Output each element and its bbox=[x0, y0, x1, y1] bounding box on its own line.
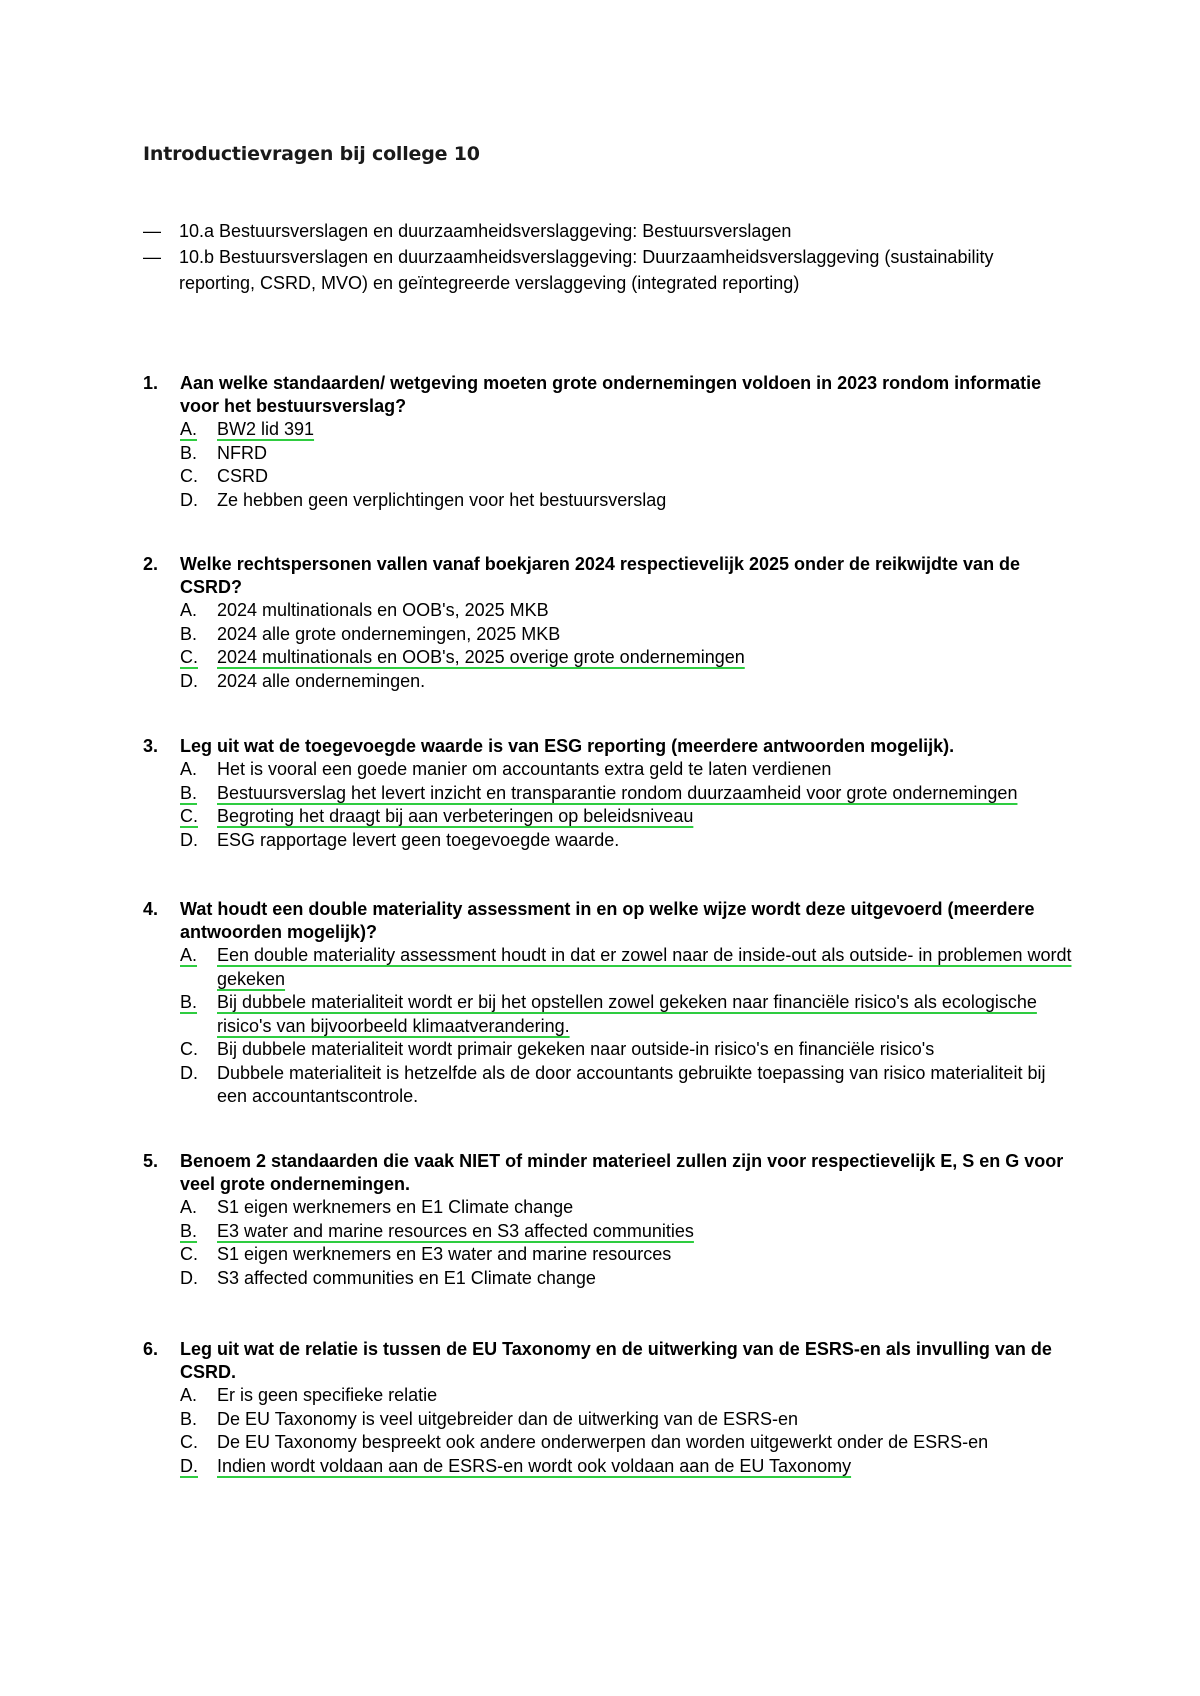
answer-option bbox=[180, 805, 1073, 829]
option-text-highlighted: Bij dubbele materialiteit wordt er bij het opstellen zowel gekeken naar financiële risico's als ecologische risico's van bijvoorbeeld klimaatverandering. bbox=[217, 992, 1037, 1036]
answer-option bbox=[180, 670, 1073, 694]
option-letter: D. bbox=[180, 829, 198, 850]
answer-option bbox=[180, 646, 1073, 670]
question-header bbox=[143, 1338, 1073, 1384]
option-text: Dubbele materialiteit is hetzelfde als de door accountants gebruikte toepassing van risico materialiteit bij een accountantscontrole. bbox=[217, 1062, 1046, 1106]
answer-option bbox=[180, 489, 1073, 513]
question-text: Welke rechtspersonen vallen vanaf boekjaren 2024 respectievelijk 2025 onder de reikwijdte van de CSRD? bbox=[180, 554, 1021, 597]
topic-item bbox=[143, 218, 1043, 244]
option-letter: A. bbox=[180, 600, 198, 620]
answer-option bbox=[180, 758, 1073, 782]
option-text: Bij dubbele materialiteit wordt primair gekeken naar outside-in risico's en financiële risico's bbox=[217, 1039, 935, 1059]
option-letter: B. bbox=[180, 442, 198, 463]
option-letter: A. bbox=[180, 419, 198, 439]
answer-option bbox=[180, 1220, 1073, 1244]
option-text-highlighted: Een double materiality assessment houdt in dat er zowel naar de inside-out als outside- in problemen wordt gekeken bbox=[217, 945, 1072, 989]
option-text: Er is geen specifieke relatie bbox=[217, 1385, 438, 1405]
option-letter: A. bbox=[180, 1385, 198, 1405]
option-text: NFRD bbox=[217, 442, 267, 463]
question-number: 4. bbox=[143, 899, 159, 919]
option-letter: C. bbox=[180, 466, 198, 486]
option-text: De EU Taxonomy bespreekt ook andere onderwerpen dan worden uitgewerkt onder de ESRS-en bbox=[217, 1432, 989, 1452]
option-letter: B. bbox=[180, 1408, 198, 1429]
document-title: Introductievragen bij college 10 bbox=[143, 143, 480, 165]
option-letter: D. bbox=[180, 670, 198, 691]
option-letter: A. bbox=[180, 759, 198, 779]
question-1 bbox=[143, 372, 1073, 512]
answer-option bbox=[180, 599, 1073, 623]
option-letter: D. bbox=[180, 489, 198, 510]
answer-option bbox=[180, 1384, 1073, 1408]
topic-text: 10.a Bestuursverslagen en duurzaamheidsverslaggeving: Bestuursverslagen bbox=[179, 221, 792, 241]
answer-options bbox=[143, 599, 1073, 693]
answer-option bbox=[180, 1243, 1073, 1267]
option-text-highlighted: Bestuursverslag het levert inzicht en transparantie rondom duurzaamheid voor grote ondernemingen bbox=[217, 782, 1018, 803]
answer-options bbox=[143, 1384, 1073, 1478]
question-number: 3. bbox=[143, 736, 159, 756]
option-text: S3 affected communities en E1 Climate change bbox=[217, 1267, 596, 1288]
answer-option bbox=[180, 1038, 1073, 1062]
option-letter: B. bbox=[180, 782, 198, 803]
question-header bbox=[143, 735, 1073, 758]
option-letter: A. bbox=[180, 945, 198, 965]
question-3 bbox=[143, 735, 1073, 852]
option-text-highlighted: E3 water and marine resources en S3 affected communities bbox=[217, 1220, 694, 1241]
answer-option bbox=[180, 991, 1073, 1038]
dash-bullet: — bbox=[143, 247, 161, 267]
option-text-highlighted: 2024 multinationals en OOB's, 2025 overige grote ondernemingen bbox=[217, 647, 745, 667]
topic-text: 10.b Bestuursverslagen en duurzaamheidsverslaggeving: Duurzaamheidsverslaggeving (sustainability reporting, CSRD, MVO) en geïntegreerde verslaggeving (integrated reporting) bbox=[179, 247, 994, 293]
option-text: S1 eigen werknemers en E3 water and marine resources bbox=[217, 1244, 672, 1264]
answer-option bbox=[180, 829, 1073, 853]
answer-option bbox=[180, 1196, 1073, 1220]
question-number: 6. bbox=[143, 1339, 159, 1359]
question-2 bbox=[143, 553, 1073, 693]
option-text: De EU Taxonomy is veel uitgebreider dan de uitwerking van de ESRS-en bbox=[217, 1408, 798, 1429]
question-header bbox=[143, 372, 1073, 418]
option-text-highlighted: Indien wordt voldaan aan de ESRS-en wordt ook voldaan aan de EU Taxonomy bbox=[217, 1455, 852, 1476]
question-header bbox=[143, 553, 1073, 599]
question-text: Leg uit wat de toegevoegde waarde is van ESG reporting (meerdere antwoorden mogelijk). bbox=[180, 736, 955, 756]
answer-option bbox=[180, 944, 1073, 991]
question-text: Leg uit wat de relatie is tussen de EU Taxonomy en de uitwerking van de ESRS-en als invulling van de CSRD. bbox=[180, 1339, 1052, 1382]
question-number: 1. bbox=[143, 373, 159, 393]
option-text: S1 eigen werknemers en E1 Climate change bbox=[217, 1197, 574, 1217]
option-letter: B. bbox=[180, 623, 198, 644]
option-letter: D. bbox=[180, 1267, 198, 1288]
question-text: Wat houdt een double materiality assessment in en op welke wijze wordt deze uitgevoerd (meerdere antwoorden mogelijk)? bbox=[180, 899, 1035, 942]
question-text: Benoem 2 standaarden die vaak NIET of minder materieel zullen zijn voor respectievelijk E, S en G voor veel grote ondernemingen. bbox=[180, 1151, 1064, 1194]
option-text: Het is vooral een goede manier om accountants extra geld te laten verdienen bbox=[217, 759, 832, 779]
option-letter: C. bbox=[180, 1244, 198, 1264]
answer-option bbox=[180, 1267, 1073, 1291]
answer-option bbox=[180, 782, 1073, 806]
answer-option bbox=[180, 623, 1073, 647]
option-text: ESG rapportage levert geen toegevoegde waarde. bbox=[217, 829, 620, 850]
option-letter: A. bbox=[180, 1197, 198, 1217]
option-letter: C. bbox=[180, 1432, 198, 1452]
question-5 bbox=[143, 1150, 1073, 1290]
answer-option bbox=[180, 1455, 1073, 1479]
topic-item bbox=[143, 244, 1043, 296]
option-text: 2024 alle ondernemingen. bbox=[217, 670, 426, 691]
option-text-highlighted: Begroting het draagt bij aan verbeteringen op beleidsniveau bbox=[217, 806, 694, 826]
answer-option bbox=[180, 1431, 1073, 1455]
answer-option bbox=[180, 1408, 1073, 1432]
answer-options bbox=[143, 944, 1073, 1109]
option-text: Ze hebben geen verplichtingen voor het bestuursverslag bbox=[217, 489, 667, 510]
option-letter: B. bbox=[180, 992, 198, 1012]
option-text: CSRD bbox=[217, 466, 269, 486]
question-number: 5. bbox=[143, 1151, 159, 1171]
answer-option bbox=[180, 442, 1073, 466]
option-letter: C. bbox=[180, 1039, 198, 1059]
question-number: 2. bbox=[143, 554, 159, 574]
question-4 bbox=[143, 898, 1073, 1109]
question-text: Aan welke standaarden/ wetgeving moeten grote ondernemingen voldoen in 2023 rondom informatie voor het bestuursverslag? bbox=[180, 373, 1042, 416]
option-text-highlighted: BW2 lid 391 bbox=[217, 419, 315, 439]
answer-options bbox=[143, 758, 1073, 852]
answer-option bbox=[180, 418, 1073, 442]
dash-bullet: — bbox=[143, 221, 161, 241]
option-text: 2024 alle grote ondernemingen, 2025 MKB bbox=[217, 623, 561, 644]
topic-list bbox=[143, 218, 1043, 296]
answer-option bbox=[180, 465, 1073, 489]
question-header bbox=[143, 1150, 1073, 1196]
option-letter: B. bbox=[180, 1220, 198, 1241]
option-letter: D. bbox=[180, 1062, 198, 1083]
option-letter: D. bbox=[180, 1455, 198, 1476]
answer-option bbox=[180, 1062, 1073, 1109]
answer-options bbox=[143, 418, 1073, 512]
option-text: 2024 multinationals en OOB's, 2025 MKB bbox=[217, 600, 549, 620]
option-letter: C. bbox=[180, 647, 198, 667]
answer-options bbox=[143, 1196, 1073, 1290]
question-6 bbox=[143, 1338, 1073, 1478]
option-letter: C. bbox=[180, 806, 198, 826]
question-header bbox=[143, 898, 1073, 944]
